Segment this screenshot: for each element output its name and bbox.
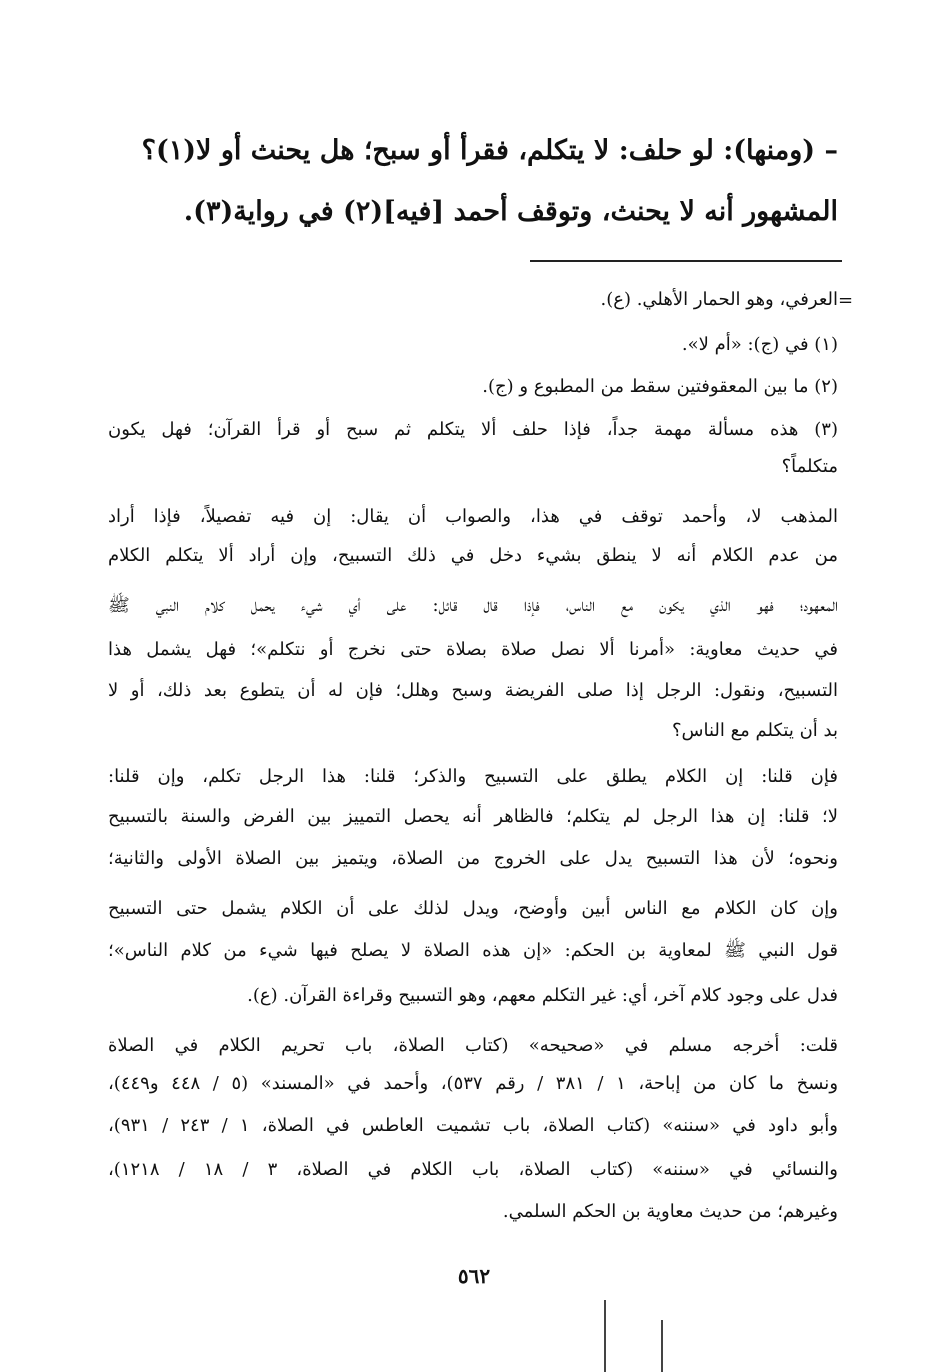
continuation-mark: =: [838, 290, 854, 311]
footnote-line: فإن قلنا: إن الكلام يطلق على التسبيح والذكر؛ قلنا: هذا الرجل تكلم، وإن قلنا:: [108, 766, 838, 787]
footnote-line: في حديث معاوية: «أمرنا ألا نصل صلاة بصلاة حتى نخرج أو نتكلم»؛ فهل يشمل هذا: [108, 639, 838, 660]
footnote-line: من عدم الكلام أنه لا ينطق بشيء دخل في ذلك التسبيح، وإن أراد ألا يتكلم الكلام: [108, 545, 838, 566]
main-text-line-1: – (ومنها): لو حلف: لا يتكلم، فقرأ أو سبح؛ هل يحنث أو لا(١)؟: [141, 135, 838, 166]
footnote-line: قول النبي ﷺ لمعاوية بن الحكم: «إن هذه الصلاة لا يصلح فيها شيء من كلام الناس»؛: [108, 940, 839, 961]
scan-edge-line: [661, 1320, 663, 1372]
footnote-line: ونسخ ما كان من إباحة، ١ / ٣٨١ / رقم ٥٣٧)، وأحمد في «المسند» (٥ / ٤٤٨ و٤٤٩)،: [108, 1073, 839, 1094]
footnote-separator: [530, 260, 842, 262]
footnote-line: قلت: أخرجه مسلم في «صحيحه» (كتاب الصلاة، باب تحريم الكلام في الصلاة: [108, 1035, 838, 1056]
footnote-line: التسبيح، ونقول: الرجل إذا صلى الفريضة وسبح وهلل؛ فإن له أن يتطوع بعد ذلك، أو لا: [108, 680, 838, 701]
scan-edge-line: [604, 1300, 606, 1372]
main-text-line-2: المشهور أنه لا يحنث، وتوقف أحمد [فيه](٢) في رواية(٣).: [183, 196, 838, 227]
footnote-line: (١) في (ج): «أم لا».: [681, 334, 838, 355]
footnote-line: ونحوه؛ لأن هذا التسبيح يدل على الخروج من الصلاة، ويتميز بين الصلاة الأولى والثانية؛: [108, 848, 838, 869]
footnote-line: لا؛ قلنا: إن هذا الرجل لم يتكلم؛ فالظاهر أنه يحصل التمييز بين الفرض والسنة بالتسبيح: [108, 806, 838, 827]
footnote-line: (٢) ما بين المعقوفتين سقط من المطبوع و (ج).: [482, 376, 838, 397]
footnote-line: العرفي، وهو الحمار الأهلي. (ع).: [600, 289, 838, 310]
footnote-line: بد أن يتكلم مع الناس؟: [671, 720, 838, 741]
footnote-line: وإن كان الكلام مع الناس أبين وأوضح، ويدل لذلك على أن الكلام يشمل حتى التسبيح: [108, 898, 839, 919]
footnote-line: فدل على وجود كلام آخر، أي: غير التكلم معهم، وهو التسبيح وقراءة القرآن. (ع).: [247, 985, 838, 1006]
footnote-line: المذهب لا، وأحمد توقف في هذا، والصواب أن يقال: إن فيه تفصيلاً، فإذا أراد: [108, 506, 838, 527]
page-number: ٥٦٢: [457, 1264, 491, 1288]
footnote-line: وغيرهم؛ من حديث معاوية بن الحكم السلمي.: [502, 1201, 838, 1222]
footnote-line: والنسائي في «سننه» (كتاب الصلاة، باب الكلام في الصلاة، ٣ / ١٨ / ١٢١٨)،: [108, 1159, 838, 1180]
footnote-line: (٣) هذه مسألة مهمة جداً، فإذا حلف ألا يتكلم ثم سبح أو قرأ القرآن؛ فهل يكون: [108, 419, 838, 440]
footnote-line: وأبو داود في «سننه» (كتاب الصلاة، باب تشميت العاطس في الصلاة، ١ / ٢٤٣ / ٩٣١)،: [108, 1115, 838, 1136]
footnote-line: متكلماً؟: [781, 456, 838, 477]
footnote-line: المعهود؛ فهو الذي يكون مع الناس، فإذا قال قائل: على أي شيء يحمل كلام النبي ﷺ: [108, 595, 838, 616]
